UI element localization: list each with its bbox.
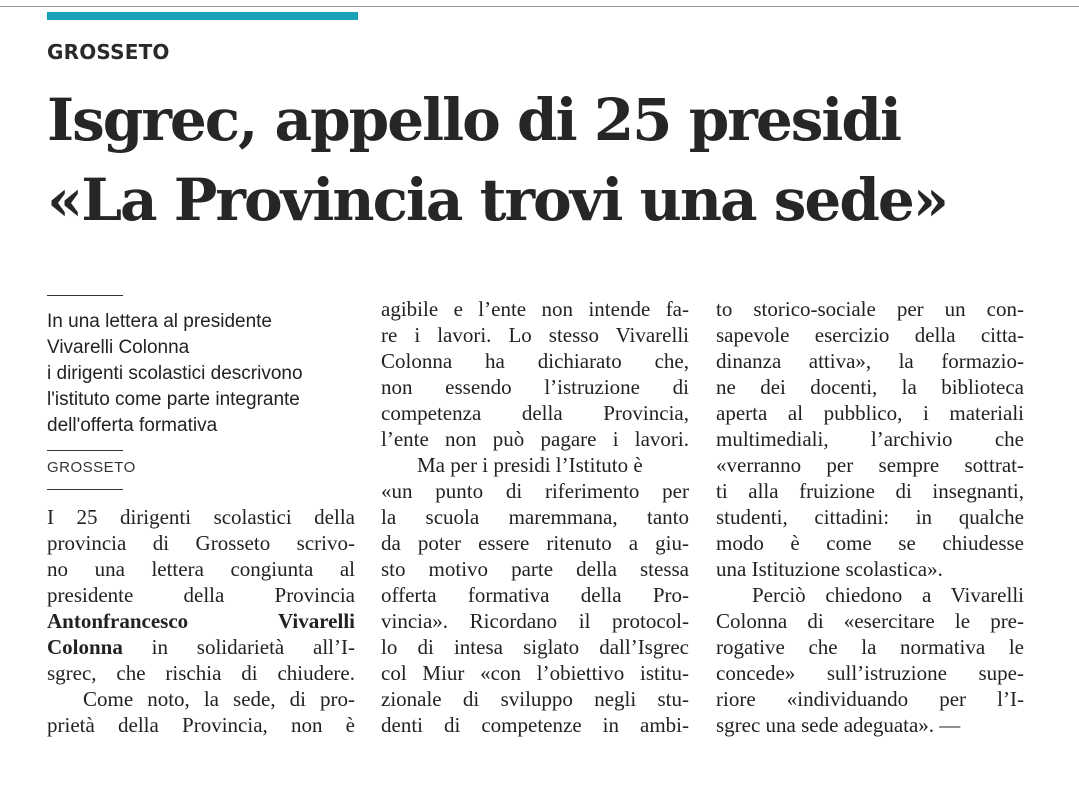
headline	[47, 80, 1067, 240]
body-line: no una lettera congiunta al	[47, 557, 355, 581]
body-line: vincia». Ricordano il protocol-	[381, 609, 689, 633]
body-line: denti di competenze in ambi-	[381, 713, 689, 737]
summary-line: Vivarelli Colonna	[47, 337, 190, 358]
body-line: ne dei docenti, la biblioteca	[716, 375, 1024, 399]
body-line: Come noto, la sede, di pro-	[83, 687, 355, 711]
headline-line-1: Isgrec, appello di 25 presidi	[47, 86, 901, 154]
body-column-3	[716, 296, 1024, 738]
body-line	[47, 634, 355, 660]
headline-line-2: «La Provincia trovi una sede»	[47, 166, 948, 234]
body-line: la scuola maremmana, tanto	[381, 505, 689, 529]
body-line: Colonna di «esercitare le pre-	[716, 609, 1024, 633]
body-line	[47, 608, 355, 634]
body-line: multimediali, l’archivio che	[716, 427, 1024, 451]
body-line: re i lavori. Lo stesso Vivarelli	[381, 323, 689, 347]
body-line: presidente della Provincia	[47, 583, 355, 607]
body-line: modo è come se chiudesse	[716, 531, 1024, 555]
body-line: Perciò chiedono a Vivarelli	[752, 583, 1024, 607]
body-line: «verranno per sempre sottrat-	[716, 453, 1024, 477]
summary-line: dell'offerta formativa	[47, 415, 218, 436]
section-accent-bar	[47, 12, 358, 20]
body-line: sapevole esercizio della citta-	[716, 323, 1024, 347]
body-column-1	[47, 504, 355, 738]
body-line: ti alla fruizione di insegnanti,	[716, 479, 1024, 503]
body-line: studenti, cittadini: in qualche	[716, 505, 1024, 529]
summary-line: i dirigenti scolastici descrivono	[47, 363, 303, 384]
summary-top-rule	[47, 295, 123, 296]
body-line: «un punto di riferimento per	[381, 479, 689, 503]
body-line: Ma per i presidi l’Istituto è	[417, 453, 643, 477]
body-line: col Miur «con l’obiettivo istitu-	[381, 661, 689, 685]
body-line: Colonna ha dichiarato che,	[381, 349, 689, 373]
body-line: dinanza attiva», la formazio-	[716, 349, 1024, 373]
body-line: una Istituzione scolastica».	[716, 557, 943, 581]
body-line: riore «individuando per l’I-	[716, 687, 1024, 711]
body-line: to storico-sociale per un con-	[716, 297, 1024, 321]
body-line: l’ente non può pagare i lavori.	[381, 427, 689, 451]
body-column-2	[381, 296, 689, 738]
body-line: aperta al pubblico, i materiali	[716, 401, 1024, 425]
body-line: zionale di sviluppo negli stu-	[381, 687, 689, 711]
body-line: lo di intesa siglato dall’Isgrec	[381, 635, 689, 659]
summary-line: In una lettera al presidente	[47, 311, 272, 332]
byline: GROSSETO	[47, 459, 136, 476]
author-name-bold: Antonfrancesco Vivarelli	[47, 609, 355, 633]
body-line: concede» sull’istruzione supe-	[716, 661, 1024, 685]
body-line: sto motivo parte della stessa	[381, 557, 689, 581]
body-text: in solidarietà all’I-	[151, 635, 355, 659]
top-border-line	[0, 6, 1079, 7]
body-line: provincia di Grosseto scrivo-	[47, 531, 355, 555]
section-label: GROSSETO	[47, 40, 170, 64]
body-line: I 25 dirigenti scolastici della	[47, 505, 355, 529]
body-line: non essendo l’istruzione di	[381, 375, 689, 399]
body-line: da poter essere ritenuto a giu-	[381, 531, 689, 555]
author-name-bold: Colonna	[47, 635, 123, 659]
body-line: offerta formativa della Pro-	[381, 583, 689, 607]
body-line: sgrec una sede adeguata». —	[716, 713, 961, 737]
body-line: rogative che la normativa le	[716, 635, 1024, 659]
article-summary	[47, 309, 357, 439]
byline-bottom-rule	[47, 489, 123, 490]
body-line: sgrec, che rischia di chiudere.	[47, 661, 355, 685]
body-line: competenza della Provincia,	[381, 401, 689, 425]
summary-line: l'istituto come parte integrante	[47, 389, 300, 410]
byline-top-rule	[47, 450, 123, 451]
body-line: prietà della Provincia, non è	[47, 713, 355, 737]
body-line: agibile e l’ente non intende fa-	[381, 297, 689, 321]
